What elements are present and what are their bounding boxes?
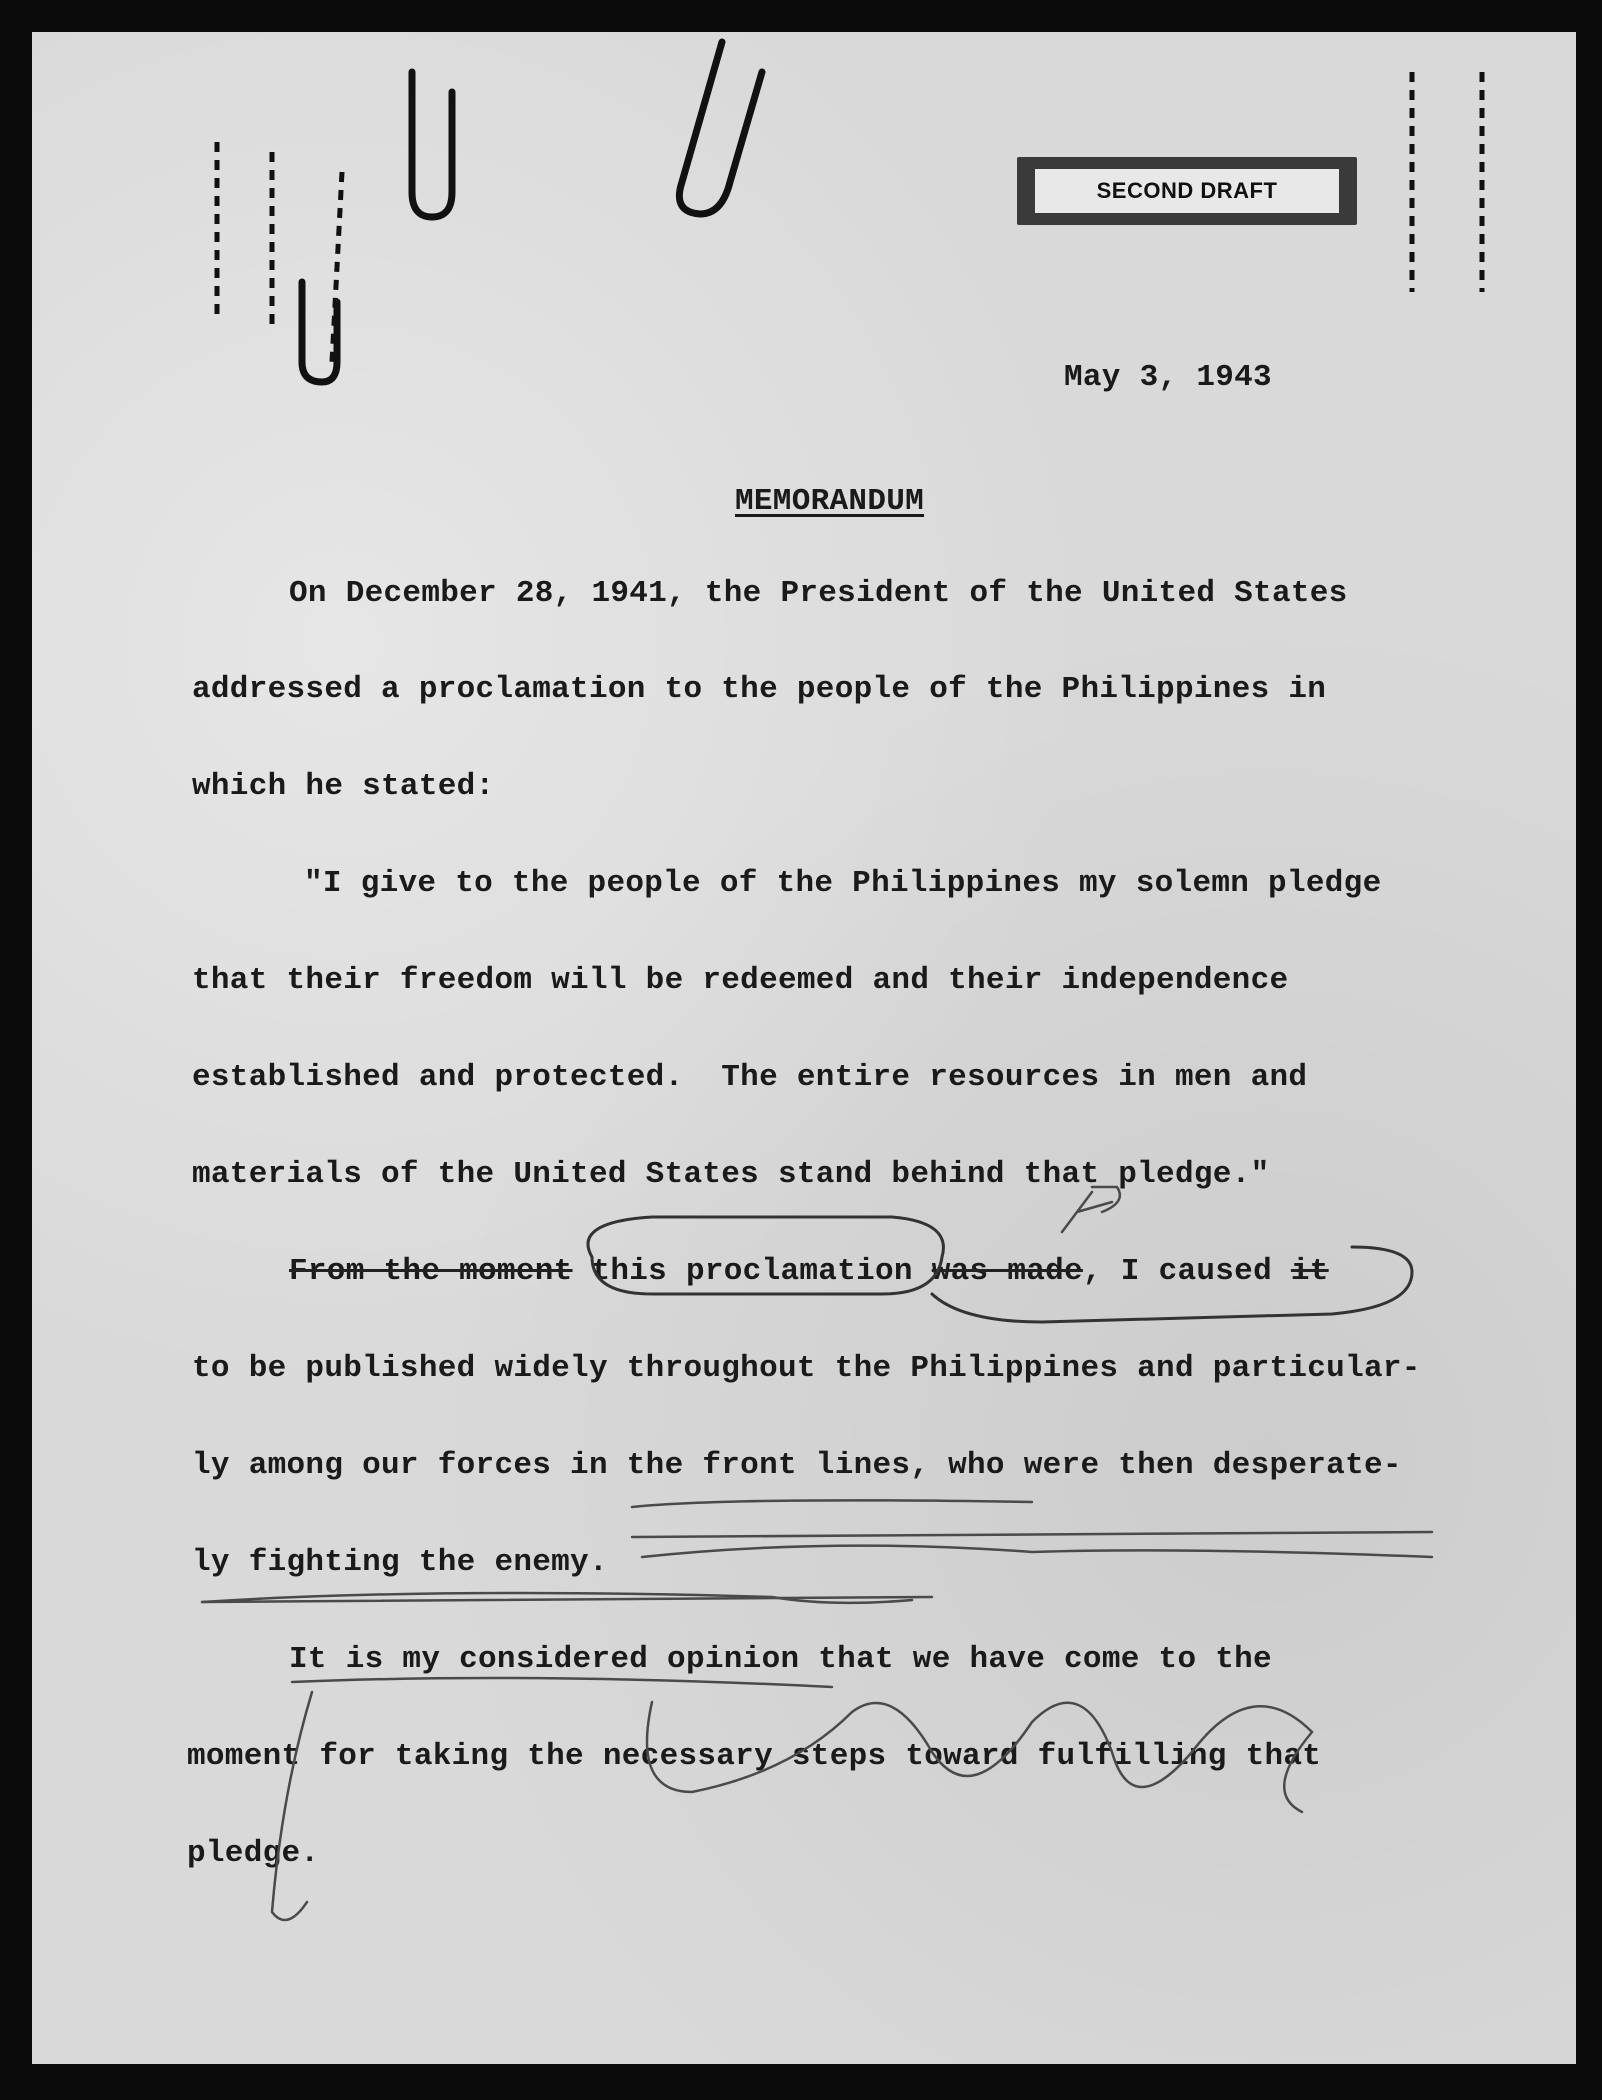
quote-line-4: materials of the United States stand behind that pledge." [192, 1157, 1270, 1192]
quote-line-2: that their freedom will be redeemed and their independence [192, 963, 1289, 998]
body-line-1: On December 28, 1941, the President of the United States [289, 576, 1348, 611]
loop-to-it [932, 1247, 1412, 1322]
handwritten-annotations [32, 32, 1576, 2064]
paper-page [32, 32, 1576, 2064]
para2-proclamation: this proclamation [572, 1254, 932, 1289]
strike-considered-opinion [292, 1678, 832, 1687]
struck-it: it [1290, 1254, 1329, 1289]
memo-date: May 3, 1943 [1064, 360, 1272, 395]
para2-caused: , I caused [1082, 1254, 1291, 1289]
struck-was-made: was made [931, 1254, 1083, 1289]
para3-line-3: pledge. [187, 1836, 320, 1871]
para2-line-3: ly among our forces in the front lines, who were then desperate- [192, 1448, 1402, 1483]
handwriting-strike-2 [632, 1532, 1432, 1537]
quote-line-3: established and protected. The entire resources in men and [192, 1060, 1308, 1095]
para2-line-2: to be published widely throughout the Philippines and particular- [192, 1351, 1421, 1386]
memo-title: MEMORANDUM [735, 484, 925, 519]
para2-line-4: ly fighting the enemy. [192, 1545, 608, 1580]
handwriting-line-2 [642, 1546, 1432, 1557]
para3-line-1: It is my considered opinion that we have come to the [289, 1642, 1272, 1677]
stamp-label: SECOND DRAFT [1096, 178, 1278, 203]
body-line-2: addressed a proclamation to the people of the Philippines in [192, 672, 1327, 707]
circle-this-proclamation [588, 1217, 943, 1294]
quote-line-1: "I give to the people of the Philippines my solemn pledge [304, 866, 1382, 901]
the-insert-mark [1062, 1187, 1120, 1232]
para3-line-2: moment for taking the necessary steps toward fulfilling that [187, 1739, 1322, 1774]
handwriting-line-1 [632, 1500, 1032, 1507]
body-line-3: which he stated: [192, 769, 495, 804]
large-scribble [647, 1702, 1312, 1812]
struck-from-the-moment: From the moment [289, 1254, 573, 1289]
left-scribble [272, 1692, 312, 1920]
